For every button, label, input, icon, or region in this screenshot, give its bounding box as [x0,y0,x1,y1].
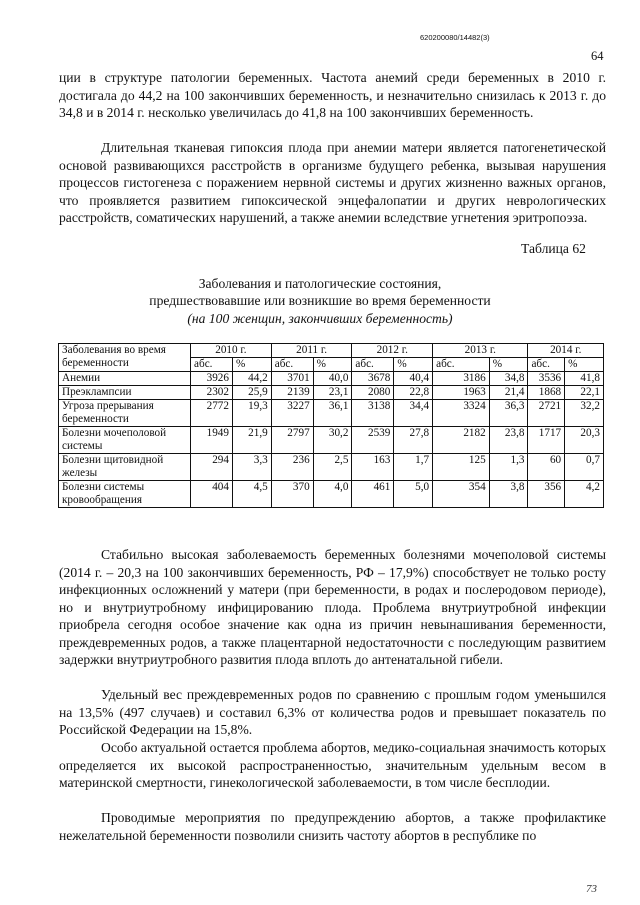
abs-cell: 2797 [271,427,313,454]
pct-cell: 4,0 [313,481,352,508]
year-header: 2011 г. [271,344,352,358]
table-title-line3: (на 100 женщин, закончивших беременность) [187,311,453,326]
pct-cell: 4,2 [565,481,604,508]
abs-header: абс. [191,358,233,372]
abs-cell: 1963 [433,386,490,400]
pct-cell: 4,5 [232,481,271,508]
table-row [59,386,604,400]
corner-header: Заболевания во время беременности [59,344,191,372]
abs-cell: 3701 [271,372,313,386]
pct-cell: 3,8 [489,481,528,508]
pct-header: % [313,358,352,372]
paragraph-bottom-3: Особо актуальной остается проблема абортов, медико-социальная значимость которых определяется их высокой распространенностью, значительным удельным весом в материнской смертности, гинекологической заболеваемости, в том числе бесплодии. [59,740,606,790]
abs-cell: 294 [191,454,233,481]
abs-cell: 236 [271,454,313,481]
paragraph-bottom-4: Проводимые мероприятия по предупреждению абортов, а также профилактике нежелательной беременности позволили снизить частоту абортов в республике по [59,810,606,843]
pct-header: % [565,358,604,372]
abs-cell: 3138 [352,400,394,427]
year-header: 2013 г. [433,344,528,358]
pct-cell: 22,8 [394,386,433,400]
table-row [59,372,604,386]
abs-cell: 60 [528,454,565,481]
abs-cell: 356 [528,481,565,508]
abs-cell: 125 [433,454,490,481]
abs-cell: 1717 [528,427,565,454]
table-row [59,427,604,454]
abs-cell: 1868 [528,386,565,400]
pct-cell: 23,1 [313,386,352,400]
table-row [59,400,604,427]
pct-cell: 40,0 [313,372,352,386]
table-row [59,481,604,508]
pct-cell: 23,8 [489,427,528,454]
pct-cell: 21,9 [232,427,271,454]
abs-cell: 3324 [433,400,490,427]
pct-header: % [394,358,433,372]
pct-cell: 34,8 [489,372,528,386]
year-header: 2014 г. [528,344,604,358]
year-header: 2012 г. [352,344,433,358]
table-row [59,454,604,481]
abs-cell: 3678 [352,372,394,386]
abs-cell: 2139 [271,386,313,400]
abs-cell: 3536 [528,372,565,386]
abs-header: абс. [433,358,490,372]
pct-cell: 30,2 [313,427,352,454]
abs-cell: 2539 [352,427,394,454]
year-header: 2010 г. [191,344,272,358]
pct-cell: 22,1 [565,386,604,400]
data-table [58,343,604,508]
paragraph-bottom-1: Стабильно высокая заболеваемость беременных болезнями мочеполовой системы (2014 г. – 20,3 на 100 закончивших беременность, РФ – 17,9%) способствует не только росту инфекционных осложнений у матери (при беременности, в родах и послеродовом периоде), но и внутриутробному инфицированию плода. Проблема внутриутробной инфекции приобрела сегодня особое значение как одна из причин невынашивания беременности, преждевременных родов, а также плацентарной недостаточности с последующим развитием задержки внутриутробного развития плода вплоть до антенатальной гибели. [59,547,606,667]
table-number: Таблица 62 [521,241,586,256]
row-label: Анемии [59,372,191,386]
abs-cell: 461 [352,481,394,508]
abs-cell: 2302 [191,386,233,400]
abs-cell: 3227 [271,400,313,427]
pct-header: % [489,358,528,372]
abs-cell: 404 [191,481,233,508]
abs-header: абс. [271,358,313,372]
abs-cell: 354 [433,481,490,508]
paragraph-bottom-2: Удельный вес преждевременных родов по сравнению с прошлым годом уменьшился на 13,5% (497 случаев) и составил 6,3% от количества родов и превышает показатель по Российской Федерации на 15,8%. [59,687,606,737]
pct-cell: 0,7 [565,454,604,481]
pct-cell: 1,7 [394,454,433,481]
paragraph-top-2: Длительная тканевая гипоксия плода при анемии матери является патогенетической основой развивающихся расстройств в организме будущего ребенка, вызывая нарушения процессов гистогенеза с поражением нервной системы и других жизненно важных органов, что проявляется развитием гипоксической энцефалопатии и других неврологических расстройств, соматических нарушений, а также анемии вследствие угнетения эритропоэза. [59,140,606,225]
abs-header: абс. [352,358,394,372]
pct-cell: 19,3 [232,400,271,427]
row-label: Преэклампсии [59,386,191,400]
pct-cell: 44,2 [232,372,271,386]
pct-cell: 21,4 [489,386,528,400]
abs-cell: 2182 [433,427,490,454]
abs-header: абс. [528,358,565,372]
abs-cell: 163 [352,454,394,481]
pct-cell: 20,3 [565,427,604,454]
pct-header: % [232,358,271,372]
table-title-line2: предшествовавшие или возникшие во время беременности [149,293,491,308]
pct-cell: 1,3 [489,454,528,481]
row-label: Болезни мочеполовой системы [59,427,191,454]
table-title-line1: Заболевания и патологические состояния, [198,276,442,291]
pct-cell: 36,3 [489,400,528,427]
pct-cell: 41,8 [565,372,604,386]
pct-cell: 34,4 [394,400,433,427]
pct-cell: 40,4 [394,372,433,386]
row-label: Болезни системы кровообращения [59,481,191,508]
pct-cell: 2,5 [313,454,352,481]
abs-cell: 2772 [191,400,233,427]
abs-cell: 2080 [352,386,394,400]
table-body [59,372,604,508]
page-number: 64 [591,49,604,63]
abs-cell: 2721 [528,400,565,427]
abs-cell: 370 [271,481,313,508]
handwritten-page-mark: 73 [586,883,597,895]
document-id: 620200080/14482(3) [420,33,490,42]
row-label: Болезни щитовидной железы [59,454,191,481]
table-header-row [59,344,604,358]
abs-cell: 3926 [191,372,233,386]
row-label: Угроза прерывания беременности [59,400,191,427]
abs-cell: 3186 [433,372,490,386]
pct-cell: 32,2 [565,400,604,427]
paragraph-top-1: ции в структуре патологии беременных. Частота анемий среди беременных в 2010 г. достигала до 44,2 на 100 закончивших беременность, и незначительно снизилась к 2013 г. до 34,8 и в 2014 г. несколько увеличилась до 41,8 на 100 закончивших беременность. [59,70,606,120]
pct-cell: 36,1 [313,400,352,427]
abs-cell: 1949 [191,427,233,454]
pct-cell: 25,9 [232,386,271,400]
pct-cell: 5,0 [394,481,433,508]
pct-cell: 3,3 [232,454,271,481]
pct-cell: 27,8 [394,427,433,454]
